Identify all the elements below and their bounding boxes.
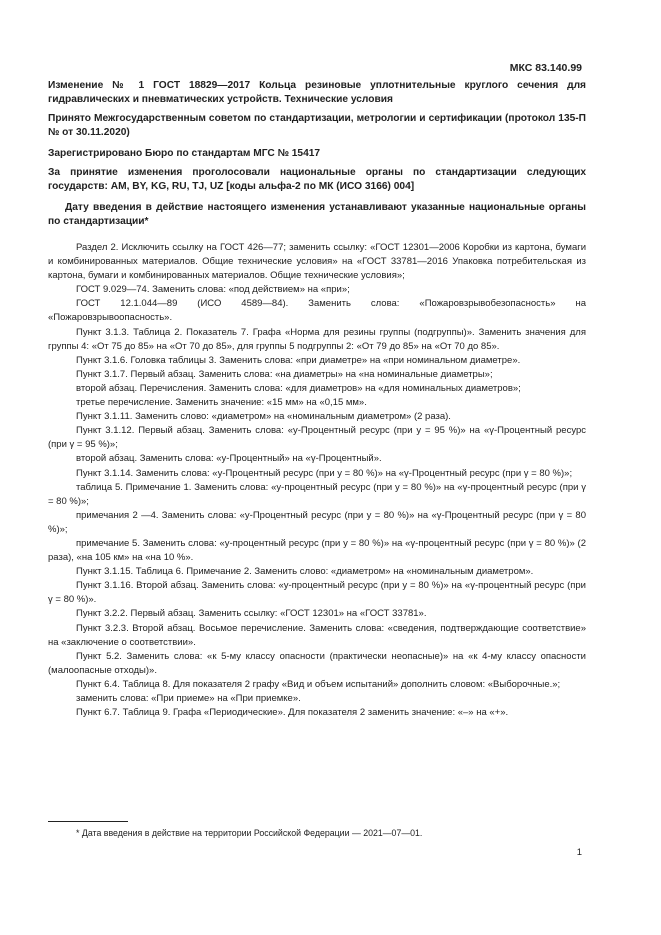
effective-date-statement: Дату введения в действие настоящего изменения устанавливают указанные национальные органы по стандартизации* xyxy=(48,202,586,228)
classification-code: МКС 83.140.99 xyxy=(509,62,582,74)
paragraph: Пункт 6.4. Таблица 8. Для показателя 2 графу «Вид и объем испытаний» дополнить словом: «Выборочные.»; xyxy=(76,678,561,690)
footnote-divider xyxy=(48,821,128,822)
paragraph: второй абзац. Перечисления. Заменить слова: «для диаметров» на «для номинальных диаметров»; xyxy=(76,382,521,394)
paragraph: Пункт 3.1.14. Заменить слова: «у-Процентный ресурс (при у = 80 %)» на «γ-Процентный ресурс (при γ = 80 %)»; xyxy=(76,467,573,479)
paragraph: Пункт 3.1.11. Заменить слово: «диаметром» на «номинальным диаметром» (2 раза). xyxy=(76,411,451,423)
paragraph: Пункт 3.1.16. Второй абзац. Заменить слова: «у-процентный ресурс (при у = 80 %)» на «γ-процентный ресурс (при γ = 80 %)». xyxy=(48,580,586,606)
paragraph: Пункт 3.1.15. Таблица 6. Примечание 2. Заменить слово: «диаметром» на «номинальным диаметром». xyxy=(76,566,534,578)
paragraph: примечания 2 —4. Заменить слова: «у-Процентный ресурс (при у = 80 %)» на «γ-Процентный ресурс (при γ = 80 %)»; xyxy=(48,509,586,535)
paragraph: Пункт 5.2. Заменить слова: «к 5-му классу опасности (практически неопасные)» на «к 4-му классу опасности (малоопасные отходы)». xyxy=(48,650,586,676)
paragraph: Раздел 2. Исключить ссылку на ГОСТ 426—77; заменить ссылку: «ГОСТ 12301—2006 Коробки из картона, бумаги и комбинированных материалов. Общие технические условия» на «ГОСТ 33781—2016 Упаковка потребительская из картона, бумаги и комбинированных материалов. Общие технические условия»; xyxy=(48,242,586,282)
voting-statement: За принятие изменения проголосовали национальные органы по стандартизации следующих государств: AM, BY, KG, RU, TJ, UZ [коды альфа-2 по МК (ИСО 3166) 004] xyxy=(48,167,586,193)
paragraph: Пункт 3.1.3. Таблица 2. Показатель 7. Графа «Норма для резины группы (подгруппы)». Заменить значения для группы 4: «От 75 до 85» на «От 70 до 85», для группы 5 подгруппы 2: «От 79 до 85» на «От 70 до 85». xyxy=(48,326,586,352)
paragraph: примечание 5. Заменить слова: «у-процентный ресурс (при у = 80 %)» на «γ-процентный ресурс (при γ = 80 %)» (2 раза), «на 105 км» на «на 10 %». xyxy=(48,537,586,564)
paragraph: заменить слова: «При приеме» на «При приемке». xyxy=(76,693,301,704)
adoption-statement: Принято Межгосударственным советом по стандартизации, метрологии и сертификации (протокол 135-П № от 30.11.2020) xyxy=(48,113,586,139)
paragraph: таблица 5. Примечание 1. Заменить слова: «у-процентный ресурс (при у = 80 %)» на «γ-процентный ресурс (при γ = 80 %)»; xyxy=(48,481,586,507)
paragraph: второй абзац. Заменить слова: «у-Процентный» на «γ-Процентный». xyxy=(76,453,382,465)
paragraph: ГОСТ 9.029—74. Заменить слова: «под действием» на «при»; xyxy=(76,284,350,296)
paragraph: Пункт 3.1.7. Первый абзац. Заменить слова: «на диаметры» на «на номинальные диаметры»; xyxy=(76,368,493,380)
paragraph: Пункт 6.7. Таблица 9. Графа «Периодические». Для показателя 2 заменить значение: «–» на «+». xyxy=(76,707,509,719)
paragraph: ГОСТ 12.1.044—89 (ИСО 4589—84). Заменить слова: «Пожаровзрывобезопасность» на «Пожаровзрывоопасность». xyxy=(48,298,586,324)
amendment-title: Изменение № 1 ГОСТ 18829—2017 Кольца резиновые уплотнительные круглого сечения для гидравлических и пневматических устройств. Технические условия xyxy=(48,80,586,106)
registration-statement: Зарегистрировано Бюро по стандартам МГС № 15417 xyxy=(48,148,321,159)
paragraph: Пункт 3.2.2. Первый абзац. Заменить ссылку: «ГОСТ 12301» на «ГОСТ 33781». xyxy=(76,608,427,620)
amendment-body xyxy=(48,241,586,720)
paragraph: Пункт 3.2.3. Второй абзац. Восьмое перечисление. Заменить слова: «сведения, подтверждающие соответствие» на «заключение о соответствии». xyxy=(48,622,586,648)
page-number: 1 xyxy=(576,847,582,858)
paragraph: третье перечисление. Заменить значение: «15 мм» на «0,15 мм». xyxy=(76,397,367,409)
footnote: * Дата введения в действие на территории Российской Федерации — 2021—07—01. xyxy=(76,828,423,838)
paragraph: Пункт 3.1.6. Головка таблицы 3. Заменить слова: «при диаметре» на «при номинальном диаметре». xyxy=(76,354,521,366)
paragraph: Пункт 3.1.12. Первый абзац. Заменить слова: «у-Процентный ресурс (при у = 95 %)» на «γ-Процентный ресурс (при γ = 95 %)»; xyxy=(48,425,586,451)
